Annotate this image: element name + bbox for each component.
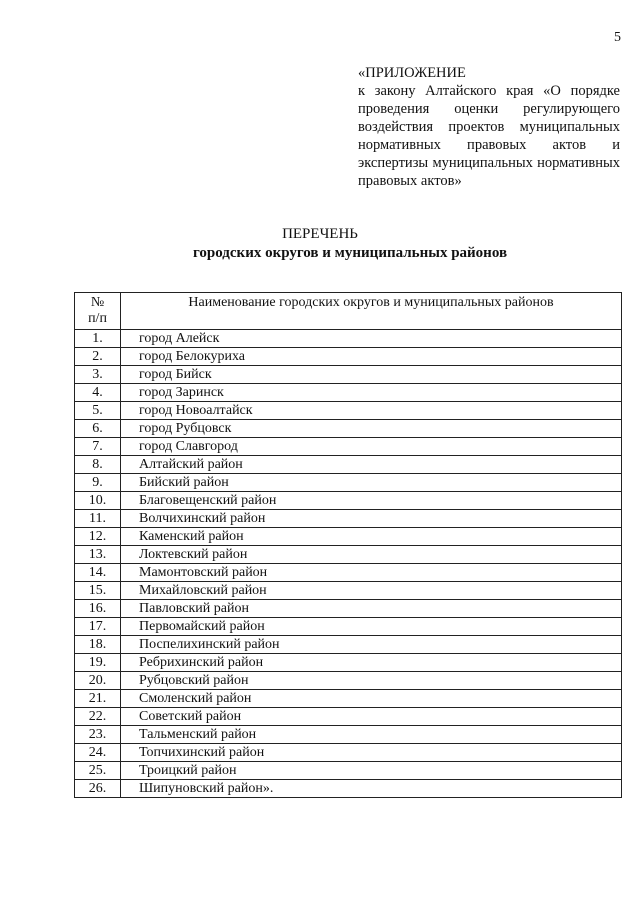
row-name-cell: Локтевский район: [121, 546, 622, 564]
appendix-title: «ПРИЛОЖЕНИЕ: [358, 65, 466, 81]
table-row: [75, 528, 622, 546]
table-body: [75, 330, 622, 798]
row-number-cell: 21.: [75, 690, 121, 708]
list-heading: [0, 225, 640, 263]
row-number-cell: 9.: [75, 474, 121, 492]
table-row: [75, 600, 622, 618]
row-name-cell: Рубцовский район: [121, 672, 622, 690]
regions-table: [74, 292, 622, 798]
row-name-cell: город Бийск: [121, 366, 622, 384]
number-column-header: [75, 293, 121, 330]
row-name-cell: Топчихинский район: [121, 744, 622, 762]
row-number-cell: 18.: [75, 636, 121, 654]
row-name-cell: Бийский район: [121, 474, 622, 492]
table-row: [75, 636, 622, 654]
row-number-cell: 14.: [75, 564, 121, 582]
table-row: [75, 402, 622, 420]
table-row: [75, 690, 622, 708]
row-number-cell: 22.: [75, 708, 121, 726]
table-header-row: [75, 293, 622, 330]
row-name-cell: Каменский район: [121, 528, 622, 546]
appendix-block: [358, 64, 620, 190]
table-row: [75, 366, 622, 384]
row-name-cell: Мамонтовский район: [121, 564, 622, 582]
table-row: [75, 744, 622, 762]
row-number-cell: 17.: [75, 618, 121, 636]
row-name-cell: Тальменский район: [121, 726, 622, 744]
row-name-cell: Шипуновский район».: [121, 780, 622, 798]
row-number-cell: 25.: [75, 762, 121, 780]
row-name-cell: Первомайский район: [121, 618, 622, 636]
table-row: [75, 780, 622, 798]
row-number-cell: 23.: [75, 726, 121, 744]
row-name-cell: город Белокуриха: [121, 348, 622, 366]
row-name-cell: Павловский район: [121, 600, 622, 618]
row-name-cell: город Новоалтайск: [121, 402, 622, 420]
table-row: [75, 672, 622, 690]
row-number-cell: 10.: [75, 492, 121, 510]
list-title: ПЕРЕЧЕНЬ: [282, 226, 358, 242]
row-name-cell: Смоленский район: [121, 690, 622, 708]
table-row: [75, 762, 622, 780]
row-name-cell: Троицкий район: [121, 762, 622, 780]
number-header-abbrev: п/п: [88, 311, 107, 326]
row-number-cell: 15.: [75, 582, 121, 600]
table-row: [75, 708, 622, 726]
row-name-cell: Волчихинский район: [121, 510, 622, 528]
row-name-cell: город Алейск: [121, 330, 622, 348]
table-row: [75, 510, 622, 528]
row-name-cell: город Рубцовск: [121, 420, 622, 438]
name-column-header: Наименование городских округов и муниципальных районов: [121, 293, 622, 330]
row-name-cell: Поспелихинский район: [121, 636, 622, 654]
row-number-cell: 4.: [75, 384, 121, 402]
table-row: [75, 546, 622, 564]
row-number-cell: 6.: [75, 420, 121, 438]
row-number-cell: 16.: [75, 600, 121, 618]
row-name-cell: Советский район: [121, 708, 622, 726]
row-name-cell: город Заринск: [121, 384, 622, 402]
table-row: [75, 564, 622, 582]
row-number-cell: 7.: [75, 438, 121, 456]
table-row: [75, 654, 622, 672]
row-number-cell: 24.: [75, 744, 121, 762]
row-name-cell: город Славгород: [121, 438, 622, 456]
row-name-cell: Ребрихинский район: [121, 654, 622, 672]
table-row: [75, 492, 622, 510]
table-row: [75, 330, 622, 348]
row-number-cell: 19.: [75, 654, 121, 672]
table-row: [75, 726, 622, 744]
table-row: [75, 474, 622, 492]
list-subtitle: городских округов и муниципальных районов: [192, 245, 508, 261]
table-row: [75, 420, 622, 438]
table-row: [75, 456, 622, 474]
row-number-cell: 26.: [75, 780, 121, 798]
page-number: 5: [614, 30, 621, 45]
row-number-cell: 5.: [75, 402, 121, 420]
table-row: [75, 438, 622, 456]
table-row: [75, 582, 622, 600]
row-number-cell: 20.: [75, 672, 121, 690]
table-row: [75, 348, 622, 366]
row-number-cell: 12.: [75, 528, 121, 546]
appendix-body: к закону Алтайского края «О порядке проведения оценки регулирующего воздействия проектов муниципальных нормативных правовых актов и экспертизы муниципальных нормативных правовых актов»: [358, 83, 620, 189]
table-row: [75, 384, 622, 402]
number-header-symbol: №: [90, 295, 105, 310]
row-name-cell: Благовещенский район: [121, 492, 622, 510]
row-name-cell: Михайловский район: [121, 582, 622, 600]
row-number-cell: 3.: [75, 366, 121, 384]
row-number-cell: 13.: [75, 546, 121, 564]
row-number-cell: 11.: [75, 510, 121, 528]
row-number-cell: 8.: [75, 456, 121, 474]
table-row: [75, 618, 622, 636]
row-number-cell: 2.: [75, 348, 121, 366]
row-number-cell: 1.: [75, 330, 121, 348]
row-name-cell: Алтайский район: [121, 456, 622, 474]
